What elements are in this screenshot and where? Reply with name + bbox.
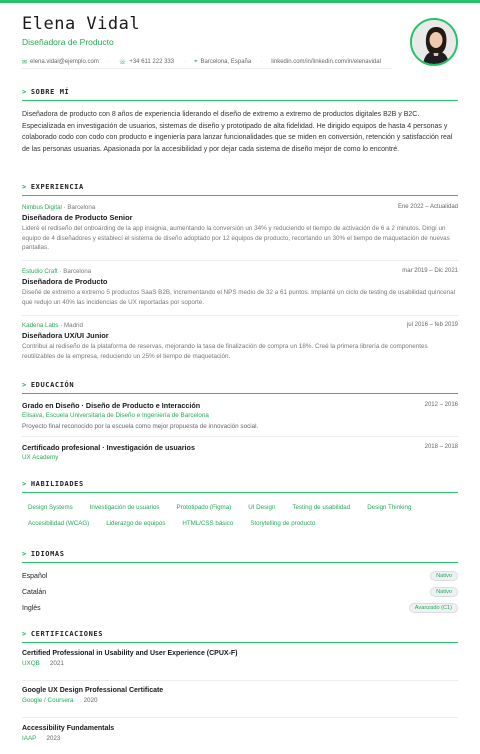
- certification-year: 2023: [46, 735, 61, 742]
- certification-meta: [22, 697, 458, 704]
- certification-meta: [22, 660, 458, 667]
- job-location: · Barcelona: [61, 204, 96, 211]
- education-institution: UX Academy: [22, 454, 59, 461]
- certification-issuer: Google / Coursera: [22, 697, 74, 704]
- location-icon: ⌖: [194, 58, 198, 65]
- section-heading: > EXPERIENCIA: [22, 183, 458, 196]
- candidate-role: Diseñadora de Producto: [22, 37, 114, 47]
- skill-tag: HTML/CSS básico: [182, 520, 234, 527]
- contact-phone-text: +34 611 222 333: [129, 59, 175, 65]
- section-heading: > IDIOMAS: [22, 550, 458, 563]
- job-description: Lideré el rediseño del onboarding de la app insignia, aumentando la conversión un 34% y reduciendo el tiempo de activación de 6 a 2 minutos. Dirigí un equipo de 4 diseñadores y establecí el sistema de diseño adoptado por 12 equipos de producto, recortando un 30% el tiempo de maquetación de nuevas pantallas.: [22, 225, 450, 252]
- language-name: Español: [22, 572, 48, 580]
- section-summary: [22, 88, 458, 155]
- contact-divider: ·: [183, 59, 186, 65]
- contact-email[interactable]: [22, 59, 99, 66]
- certification-name: Certified Professional in Usability and User Experience (CPUX-F): [22, 650, 238, 657]
- certification-name: Google UX Design Professional Certificate: [22, 687, 164, 694]
- language-level-badge: Avanzado (C1): [409, 603, 458, 613]
- education-dates: 2018 – 2018: [424, 444, 458, 450]
- contact-phone[interactable]: [119, 59, 174, 66]
- certification-year: 2020: [83, 697, 98, 704]
- job-location: · Barcelona: [57, 268, 92, 275]
- skill-tag: Storytelling de producto: [250, 520, 316, 527]
- contact-divider: ·: [107, 59, 110, 65]
- section-heading: > EDUCACIÓN: [22, 381, 458, 394]
- profile-photo-image: [412, 20, 458, 66]
- contact-location-text: Barcelona, España: [200, 59, 252, 65]
- job-dates: jul 2016 – feb 2019: [406, 322, 458, 328]
- accent-top-bar: [0, 0, 480, 3]
- languages-list: [22, 568, 458, 616]
- contact-bar: [22, 56, 392, 68]
- skills-list: [22, 500, 458, 532]
- section-skills: [22, 480, 458, 532]
- certification-name: Accessibility Fundamentals: [22, 725, 115, 732]
- job-company: Kadena Labs · Madrid: [22, 322, 83, 329]
- contact-email-text: elena.vidal@ejemplo.com: [30, 59, 99, 65]
- phone-icon: ☏: [118, 59, 127, 66]
- language-level-badge: Nativo: [430, 587, 458, 597]
- education-entry: [22, 443, 458, 465]
- job-description: Diseñé de extremo a extremo 5 productos SaaS B2B, incrementando el NPS medio de 32 a 61 puntos. Implanté un ciclo de testing de usabilidad quincenal que redujo un 40% las incidencias de UX reportadas por soporte.: [22, 289, 456, 306]
- language-name: Catalán: [22, 588, 47, 596]
- job-company: Estudio Craft · Barcelona: [22, 268, 92, 275]
- job-dates: Ene 2022 – Actualidad: [397, 204, 458, 210]
- job-entry: [22, 268, 458, 316]
- education-institution: Elisava, Escuela Universitaria de Diseño e Ingeniería de Barcelona: [22, 412, 209, 419]
- education-entry: [22, 401, 458, 437]
- education-title: Grado en Diseño · Diseño de Producto e Interacción: [22, 401, 201, 410]
- certification-entry: [22, 687, 458, 718]
- contact-underline: [22, 68, 392, 69]
- section-languages: [22, 550, 458, 563]
- certification-issuer: IAAP: [22, 735, 37, 742]
- summary-text: Diseñadora de producto con 8 años de experiencia liderando el diseño de extremo a extremo de productos digitales B2B y B2C. Especializada en investigación de usuarios, sistemas de diseño y prototipado de alta fidelidad. He dirigido equipos de hasta 4 personas y colaborado codo con codo con producto e ingeniería para lanzar funcionalidades que se miden en conversión, retención y satisfacción real de las personas usuarias. Apasionada por la accesibilidad y por dejar cada sistema de diseño mejor de como lo encontré.: [22, 111, 453, 153]
- section-heading: > HABILIDADES: [22, 480, 458, 493]
- section-heading: > CERTIFICACIONES: [22, 630, 458, 643]
- section-experience: [22, 183, 458, 196]
- contact-linkedin[interactable]: [271, 59, 381, 65]
- certification-meta: [22, 735, 458, 742]
- job-description: Contribuí al rediseño de la plataforma de reservas, mejorando la tasa de finalización de compra un 18%. Creé la primera librería de componentes reutilizables de la empresa, reduciendo un 25% el tiempo de maquetación.: [22, 343, 428, 360]
- skill-tag: UI Design: [248, 504, 276, 511]
- contact-location: [194, 59, 251, 66]
- job-dates: mar 2019 – Dic 2021: [402, 268, 458, 274]
- skill-tag: Design Thinking: [367, 504, 412, 511]
- job-location: · Madrid: [58, 322, 83, 329]
- job-company: Nimbus Digital · Barcelona: [22, 204, 96, 211]
- certification-year: 2021: [49, 660, 64, 667]
- language-level-badge: Nativo: [430, 571, 458, 581]
- education-description: Proyecto final reconocido por la escuela como mejor propuesta de innovación social.: [22, 423, 259, 430]
- skill-tag: Investigación de usuarios: [89, 504, 160, 511]
- job-title: Diseñadora de Producto Senior: [22, 213, 133, 222]
- education-dates: 2012 – 2016: [424, 402, 458, 408]
- certification-issuer: UXQB: [22, 660, 40, 667]
- section-certifications: [22, 630, 458, 643]
- job-title: Diseñadora de Producto: [22, 277, 108, 286]
- job-entry: [22, 204, 458, 261]
- job-title: Diseñadora UX/UI Junior: [22, 331, 109, 340]
- certification-entry: [22, 725, 458, 750]
- language-row: [22, 600, 458, 616]
- mail-icon: ✉: [22, 59, 28, 66]
- skill-tag: Liderazgo de equipos: [106, 520, 166, 527]
- language-row: [22, 568, 458, 584]
- candidate-name: Elena Vidal: [22, 14, 141, 34]
- skill-tag: Accesibilidad (WCAG): [28, 520, 90, 527]
- language-name: Inglés: [22, 604, 41, 612]
- education-title: Certificado profesional · Investigación de usuarios: [22, 443, 195, 452]
- skill-tag: Design Systems: [28, 504, 73, 511]
- section-heading: > SOBRE MÍ: [22, 88, 458, 101]
- job-entry: [22, 322, 458, 366]
- skill-tag: Testing de usabilidad: [292, 504, 351, 511]
- language-row: [22, 584, 458, 600]
- contact-divider: ·: [260, 59, 263, 65]
- profile-photo: [410, 18, 458, 66]
- certification-entry: [22, 650, 458, 681]
- section-education: [22, 381, 458, 394]
- contact-linkedin-text: linkedin.com/in/linkedin.com/in/elenavidal: [271, 59, 381, 65]
- skill-tag: Prototipado (Figma): [176, 504, 232, 511]
